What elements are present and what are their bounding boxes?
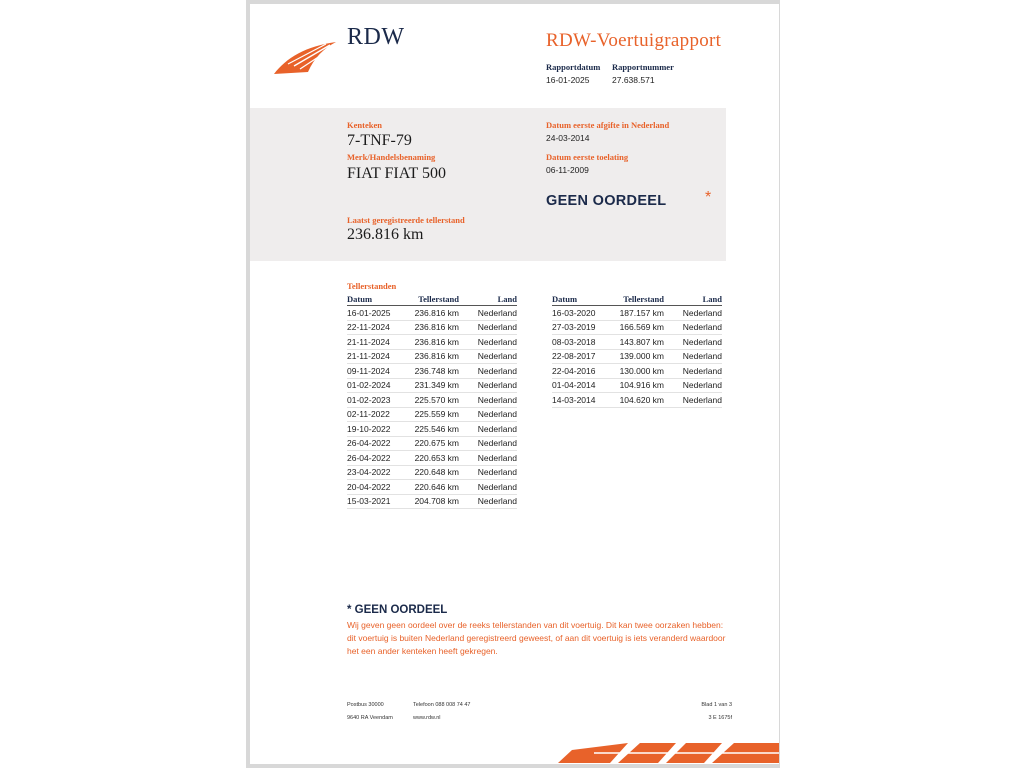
rdw-stripes-icon [558, 741, 779, 764]
row-date: 21-11-2024 [347, 335, 413, 350]
row-reading: 220.648 km [413, 465, 459, 480]
odometer-row [552, 378, 722, 393]
odometer-row [347, 306, 517, 321]
row-country: Nederland [459, 335, 517, 350]
odometer-row [347, 436, 517, 451]
row-date: 21-11-2024 [347, 349, 413, 364]
odometer-row [552, 349, 722, 364]
row-reading: 187.157 km [618, 306, 664, 321]
odometer-row [347, 349, 517, 364]
row-country: Nederland [459, 364, 517, 379]
footer-phone: Telefoon 088 008 74 47 [413, 702, 471, 708]
row-reading: 236.816 km [413, 320, 459, 335]
odometer-row [552, 335, 722, 350]
col-reading: Tellerstand [413, 293, 459, 306]
row-country: Nederland [459, 451, 517, 466]
report-title: RDW-Voertuigrapport [546, 30, 722, 51]
row-country: Nederland [664, 306, 722, 321]
report-number-label: Rapportnummer [612, 62, 674, 72]
row-reading: 130.000 km [618, 364, 664, 379]
odometer-row [347, 422, 517, 437]
odometer-row [552, 306, 722, 321]
row-country: Nederland [459, 393, 517, 408]
odometer-row [347, 465, 517, 480]
row-country: Nederland [664, 335, 722, 350]
row-country: Nederland [459, 494, 517, 509]
vehicle-summary-band [250, 108, 726, 261]
note-heading: * GEEN OORDEEL [347, 604, 448, 616]
row-date: 14-03-2014 [552, 393, 618, 408]
row-reading: 225.570 km [413, 393, 459, 408]
footer-postbus: Postbus 30000 [347, 702, 384, 708]
row-reading: 220.675 km [413, 436, 459, 451]
row-date: 01-02-2023 [347, 393, 413, 408]
odometer-table-right [552, 293, 722, 408]
odometer-row [552, 364, 722, 379]
brand-wordmark: RDW [347, 24, 405, 50]
row-country: Nederland [459, 306, 517, 321]
row-country: Nederland [459, 320, 517, 335]
first-issue-value: 24-03-2014 [546, 133, 590, 143]
first-admission-value: 06-11-2009 [546, 165, 589, 175]
plate-value: 7-TNF-79 [347, 132, 412, 149]
row-date: 26-04-2022 [347, 451, 413, 466]
row-reading: 143.807 km [618, 335, 664, 350]
row-reading: 220.646 km [413, 480, 459, 495]
rdw-logo-icon [272, 36, 338, 76]
row-country: Nederland [664, 393, 722, 408]
odometer-row [347, 494, 517, 509]
row-country: Nederland [459, 407, 517, 422]
row-reading: 166.569 km [618, 320, 664, 335]
report-page [250, 4, 779, 764]
footer-city: 9640 RA Veendam [347, 715, 393, 721]
report-number: 27.638.571 [612, 75, 655, 85]
col-country: Land [459, 293, 517, 306]
odometer-row [552, 320, 722, 335]
row-date: 27-03-2019 [552, 320, 618, 335]
col-reading: Tellerstand [618, 293, 664, 306]
odometer-row [347, 320, 517, 335]
row-country: Nederland [664, 378, 722, 393]
odometer-row [347, 407, 517, 422]
row-reading: 236.816 km [413, 335, 459, 350]
row-reading: 225.559 km [413, 407, 459, 422]
row-date: 02-11-2022 [347, 407, 413, 422]
row-reading: 225.546 km [413, 422, 459, 437]
row-date: 20-04-2022 [347, 480, 413, 495]
row-country: Nederland [459, 480, 517, 495]
row-country: Nederland [459, 378, 517, 393]
verdict: GEEN OORDEEL [546, 193, 667, 209]
odometer-row [347, 364, 517, 379]
odometer-row [347, 451, 517, 466]
odometer-row [552, 393, 722, 408]
odometer-title: Tellerstanden [347, 281, 397, 291]
report-date-label: Rapportdatum [546, 62, 601, 72]
row-country: Nederland [459, 436, 517, 451]
footer-page: Blad 1 van 3 [701, 702, 732, 708]
row-date: 01-04-2014 [552, 378, 618, 393]
odometer-row [347, 393, 517, 408]
col-date: Datum [552, 293, 618, 306]
row-reading: 104.620 km [618, 393, 664, 408]
row-country: Nederland [459, 422, 517, 437]
row-date: 23-04-2022 [347, 465, 413, 480]
odo-value: 236.816 km [347, 226, 424, 243]
row-date: 22-11-2024 [347, 320, 413, 335]
report-date: 16-01-2025 [546, 75, 590, 85]
note-body: Wij geven geen oordeel over de reeks tellerstanden van dit voertuig. Dit kan twee oorzaken hebben: dit voertuig is buiten Nederland geregistreerd geweest, of aan dit voertuig is iets veranderd waardoor het een ander kenteken heeft gekregen. [347, 620, 726, 656]
make-label: Merk/Handelsbenaming [347, 152, 436, 162]
verdict-asterisk: * [705, 189, 712, 206]
row-reading: 231.349 km [413, 378, 459, 393]
row-country: Nederland [664, 364, 722, 379]
row-country: Nederland [459, 465, 517, 480]
row-date: 16-03-2020 [552, 306, 618, 321]
col-date: Datum [347, 293, 413, 306]
first-issue-label: Datum eerste afgifte in Nederland [546, 120, 670, 130]
col-country: Land [664, 293, 722, 306]
footer-site[interactable]: www.rdw.nl [413, 715, 441, 721]
row-country: Nederland [664, 349, 722, 364]
row-date: 08-03-2018 [552, 335, 618, 350]
odo-label: Laatst geregistreerde tellerstand [347, 215, 465, 225]
row-date: 19-10-2022 [347, 422, 413, 437]
row-date: 22-08-2017 [552, 349, 618, 364]
row-date: 15-03-2021 [347, 494, 413, 509]
row-date: 09-11-2024 [347, 364, 413, 379]
odometer-row [347, 378, 517, 393]
row-date: 26-04-2022 [347, 436, 413, 451]
odometer-row [347, 335, 517, 350]
plate-label: Kenteken [347, 120, 382, 130]
odometer-table-left [347, 293, 517, 509]
row-reading: 104.916 km [618, 378, 664, 393]
row-reading: 236.816 km [413, 306, 459, 321]
row-reading: 236.816 km [413, 349, 459, 364]
row-reading: 204.708 km [413, 494, 459, 509]
row-country: Nederland [459, 349, 517, 364]
row-country: Nederland [664, 320, 722, 335]
first-admission-label: Datum eerste toelating [546, 152, 629, 162]
row-reading: 236.748 km [413, 364, 459, 379]
row-reading: 220.653 km [413, 451, 459, 466]
row-reading: 139.000 km [618, 349, 664, 364]
row-date: 22-04-2016 [552, 364, 618, 379]
row-date: 01-02-2024 [347, 378, 413, 393]
footer-code: 3 E 1675f [708, 715, 732, 721]
row-date: 16-01-2025 [347, 306, 413, 321]
make-value: FIAT FIAT 500 [347, 165, 446, 182]
odometer-row [347, 480, 517, 495]
